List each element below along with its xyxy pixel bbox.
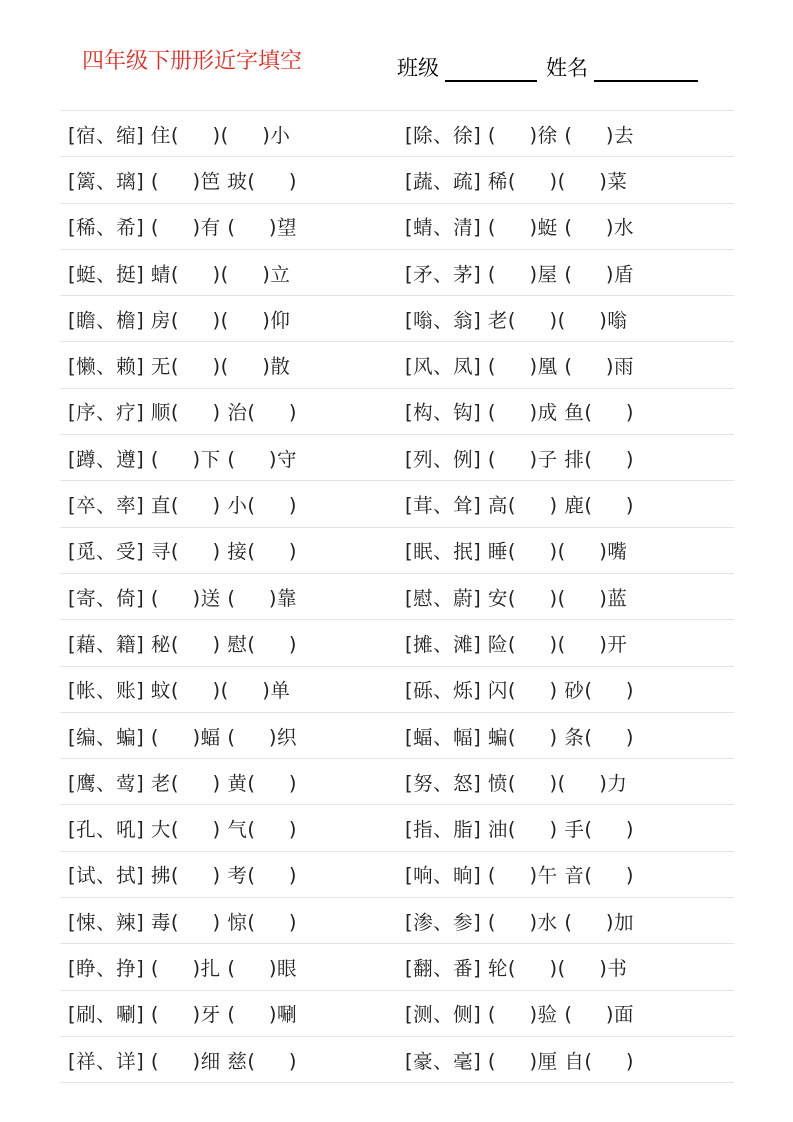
exercise-row xyxy=(60,712,734,758)
exercise-left: [悚、辣] 毒( ) 惊( ) xyxy=(68,910,298,934)
exercise-left: [蜓、挺] 蜻( )( )立 xyxy=(68,262,291,286)
exercise-row xyxy=(60,295,734,341)
exercise-right: [茸、耸] 高( ) 鹿( ) xyxy=(405,494,635,518)
exercise-row xyxy=(60,527,734,573)
exercise-row xyxy=(60,110,734,156)
exercise-left: [刷、唰] ( )牙 ( )唰 xyxy=(68,1003,298,1027)
exercise-row xyxy=(60,434,734,480)
exercise-left: [藉、籍] 秘( ) 慰( ) xyxy=(68,632,298,656)
exercise-right: [渗、参] ( )水 ( )加 xyxy=(405,910,635,934)
exercise-table xyxy=(60,110,734,1083)
exercise-right: [慰、蔚] 安( )( )蓝 xyxy=(405,586,628,610)
page-title: 四年级下册形近字填空 xyxy=(82,49,303,74)
exercise-left: [卒、率] 直( ) 小( ) xyxy=(68,494,298,518)
name-blank-line[interactable] xyxy=(594,56,698,82)
exercise-row xyxy=(60,990,734,1036)
exercise-left: [试、拭] 拂( ) 考( ) xyxy=(68,864,298,888)
exercise-left: [编、蝙] ( )蝠 ( )织 xyxy=(68,725,298,749)
exercise-right: [蝠、幅] 蝙( ) 条( ) xyxy=(405,725,635,749)
exercise-right: [构、钩] ( )成 鱼( ) xyxy=(405,401,635,425)
exercise-row xyxy=(60,388,734,434)
exercise-left: [孔、吼] 大( ) 气( ) xyxy=(68,818,298,842)
exercise-right: [测、侧] ( )验 ( )面 xyxy=(405,1003,635,1027)
exercise-left: [睁、挣] ( )扎 ( )眼 xyxy=(68,956,298,980)
exercise-row xyxy=(60,666,734,712)
class-blank-line[interactable] xyxy=(445,56,537,82)
exercise-left: [宿、缩] 住( )( )小 xyxy=(68,123,291,147)
class-label: 班级 xyxy=(397,56,439,80)
exercise-left: [稀、希] ( )有 ( )望 xyxy=(68,216,298,240)
exercise-right: [矛、茅] ( )屋 ( )盾 xyxy=(405,262,635,286)
exercise-row xyxy=(60,156,734,202)
exercise-row xyxy=(60,804,734,850)
exercise-row xyxy=(60,480,734,526)
exercise-left: [鹰、莺] 老( ) 黄( ) xyxy=(68,771,298,795)
exercise-left: [序、疗] 顺( ) 治( ) xyxy=(68,401,298,425)
exercise-right: [蔬、疏] 稀( )( )菜 xyxy=(405,169,628,193)
exercise-left: [寄、倚] ( )送 ( )靠 xyxy=(68,586,298,610)
name-field xyxy=(546,52,698,82)
exercise-left: [篱、璃] ( )笆 玻( ) xyxy=(68,169,298,193)
exercise-left: [帐、账] 蚊( )( )单 xyxy=(68,679,291,703)
exercise-left: [瞻、檐] 房( )( )仰 xyxy=(68,308,291,332)
exercise-right: [蜻、清] ( )蜓 ( )水 xyxy=(405,216,635,240)
exercise-left: [蹲、遵] ( )下 ( )守 xyxy=(68,447,298,471)
exercise-row xyxy=(60,943,734,989)
exercise-right: [砾、烁] 闪( ) 砂( ) xyxy=(405,679,635,703)
exercise-row xyxy=(60,1036,734,1083)
exercise-row xyxy=(60,573,734,619)
exercise-row xyxy=(60,619,734,665)
exercise-right: [风、凤] ( )凰 ( )雨 xyxy=(405,355,635,379)
exercise-right: [翻、番] 轮( )( )书 xyxy=(405,956,628,980)
exercise-row xyxy=(60,249,734,295)
exercise-right: [列、例] ( )子 排( ) xyxy=(405,447,635,471)
exercise-right: [眠、抿] 睡( )( )嘴 xyxy=(405,540,628,564)
exercise-right: [响、晌] ( )午 音( ) xyxy=(405,864,635,888)
class-field xyxy=(397,52,537,82)
exercise-row xyxy=(60,758,734,804)
exercise-row xyxy=(60,897,734,943)
exercise-row xyxy=(60,203,734,249)
exercise-right: [指、脂] 油( ) 手( ) xyxy=(405,818,635,842)
exercise-left: [觅、受] 寻( ) 接( ) xyxy=(68,540,298,564)
exercise-left: [祥、详] ( )细 慈( ) xyxy=(68,1049,298,1073)
exercise-row xyxy=(60,341,734,387)
exercise-right: [摊、滩] 险( )( )开 xyxy=(405,632,628,656)
exercise-right: [除、徐] ( )徐 ( )去 xyxy=(405,123,635,147)
name-label: 姓名 xyxy=(546,56,588,80)
exercise-right: [豪、毫] ( )厘 自( ) xyxy=(405,1049,635,1073)
exercise-left: [懒、赖] 无( )( )散 xyxy=(68,355,291,379)
exercise-right: [嗡、翁] 老( )( )嗡 xyxy=(405,308,628,332)
exercise-right: [努、怒] 愤( )( )力 xyxy=(405,771,628,795)
exercise-row xyxy=(60,851,734,897)
